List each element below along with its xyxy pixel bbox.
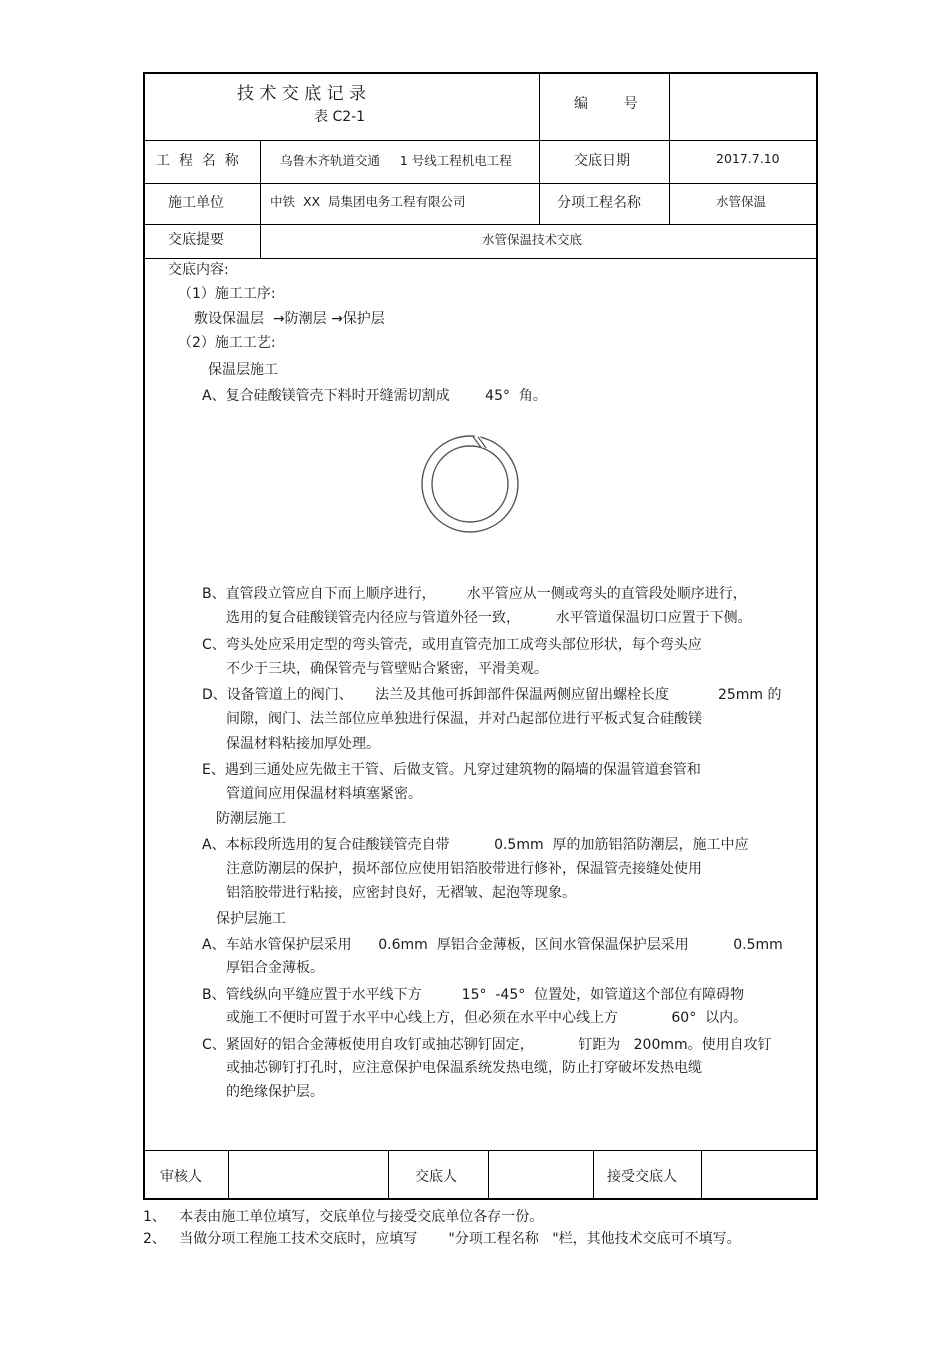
discloser-label: 交底人 [415,1169,457,1185]
content-line: C、紧固好的铝合金薄板使用自攻钉或抽芯铆钉固定， 钉距为 200mm。使用自攻钉 [202,1037,772,1053]
content-line: E、遇到三通处应先做主干管、后做支管。凡穿过建筑物的隔墙的保温管道套管和 [202,762,701,778]
rule [144,183,817,184]
rule [144,140,817,141]
rule [669,73,670,224]
rule [388,1150,389,1199]
content-line: A、复合硅酸镁管壳下料时开缝需切割成 45° 角。 [202,388,547,404]
content-line: 不少于三块，确保管壳与管壁贴合紧密，平滑美观。 [226,661,548,677]
number-label: 编 号 [574,96,638,112]
content-line: 管道间应用保温材料填塞紧密。 [226,786,422,802]
note: 1、 本表由施工单位填写，交底单位与接受交底单位各存一份。 [143,1209,544,1225]
content-line: 的绝缘保护层。 [226,1084,324,1100]
section-heading: 保温层施工 [208,362,278,378]
content-line: 注意防潮层的保护，损坏部位应使用铝箔胶带进行修补，保温管壳接缝处使用 [226,861,702,877]
summary-value[interactable]: 水管保温技术交底 [482,232,583,247]
note: 2、 当做分项工程施工技术交底时，应填写 "分项工程名称 "栏，其他技术交底可不填写。 [143,1231,741,1247]
content-line: 或抽芯铆钉打孔时，应注意保护电保温系统发热电缆，防止打穿破坏发热电缆 [226,1060,702,1076]
content-line: D、设备管道上的阀门、 法兰及其他可拆卸部件保温两侧应留出螺栓长度 25mm 的 [202,687,782,703]
unit-label: 施工单位 [168,195,224,211]
content-line: （2）施工工艺: [178,335,276,351]
form-number: 表 C2-1 [314,109,366,125]
rule [144,258,817,259]
date-value[interactable]: 2017.7.10 [716,151,780,166]
summary-label: 交底提要 [168,232,224,248]
project-value[interactable]: 乌鲁木齐轨道交通 1 号线工程机电工程 [280,153,512,168]
content-line: B、直管段立管应自下而上顺序进行， 水平管应从一侧或弯头的直管段处顺序进行， [202,586,747,602]
subproject-value[interactable]: 水管保温 [716,194,767,209]
pipe-shell-cross-section-icon [420,428,520,540]
rule [701,1150,702,1199]
receiver-label: 接受交底人 [607,1169,677,1185]
rule [144,224,817,225]
content-line: B、管线纵向平缝应置于水平线下方 15° -45° 位置处，如管道这个部位有障碍物 [202,987,745,1003]
content-line: A、车站水管保护层采用 0.6mm 厚铝合金薄板，区间水管保温保护层采用 0.5mm [202,937,783,953]
rule [488,1150,489,1199]
rule [228,1150,229,1199]
date-label: 交底日期 [574,153,630,169]
section-heading: 防潮层施工 [216,811,286,827]
content-line: 选用的复合硅酸镁管壳内径应与管道外径一致， 水平管道保温切口应置于下侧。 [226,610,752,626]
reviewer-label: 审核人 [160,1169,202,1185]
content-line: 间隙，阀门、法兰部位应单独进行保温，并对凸起部位进行平板式复合硅酸镁 [226,711,702,727]
content-heading: 交底内容: [168,262,229,278]
subproject-label: 分项工程名称 [557,195,641,211]
rule [593,1150,594,1199]
content-line: 或施工不便时可置于水平中心线上方，但必须在水平中心线上方 60° 以内。 [226,1010,748,1026]
form-title: 技 术 交 底 记 录 [237,84,367,104]
content-line: C、弯头处应采用定型的弯头管壳，或用直管壳加工成弯头部位形状，每个弯头应 [202,637,702,653]
rule [144,1150,817,1151]
content-line: 厚铝合金薄板。 [226,960,324,976]
content-line: （1）施工工序: [178,286,276,302]
project-label: 工 程 名 称 [156,153,239,169]
content-line: 保温材料粘接加厚处理。 [226,736,380,752]
section-heading: 保护层施工 [216,911,286,927]
unit-value[interactable]: 中铁 XX 局集团电务工程有限公司 [270,194,466,209]
rule [539,73,540,224]
rule [260,140,261,258]
content-line: 敷设保温层 →防潮层 →保护层 [194,311,385,327]
content-line: A、本标段所选用的复合硅酸镁管壳自带 0.5mm 厚的加筋铝箔防潮层，施工中应 [202,837,749,853]
content-line: 铝箔胶带进行粘接，应密封良好，无褶皱、起泡等现象。 [226,885,576,901]
